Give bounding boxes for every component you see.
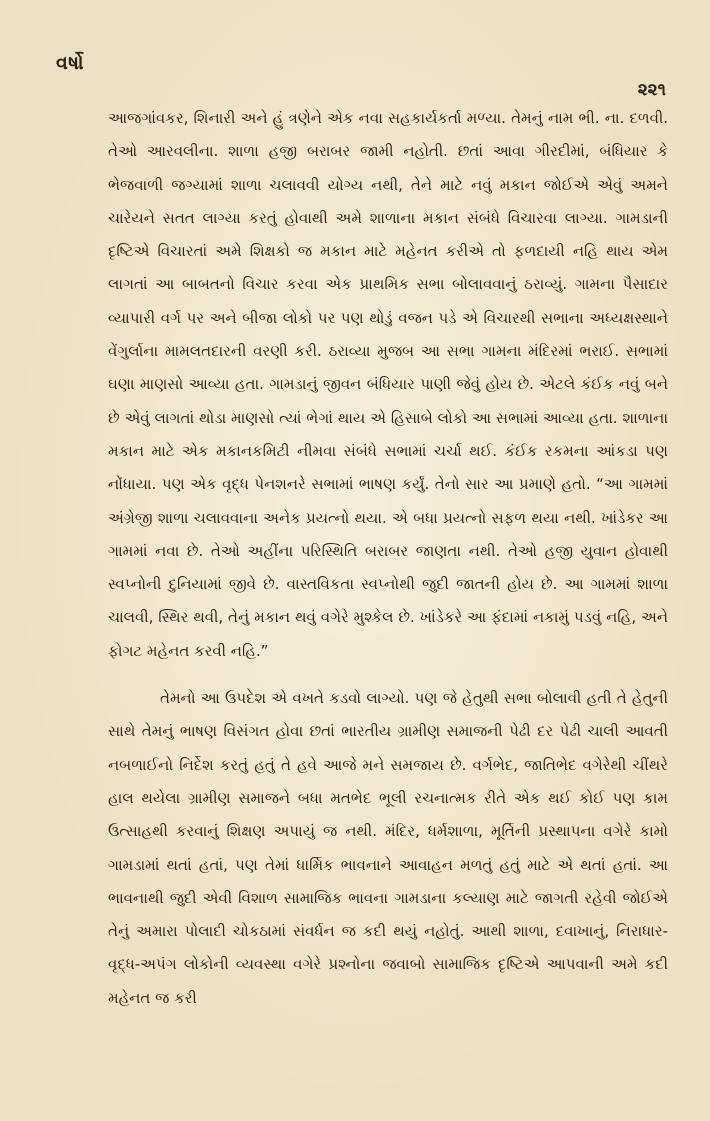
page-number: ૨૨૧ [637, 80, 666, 100]
body-text [108, 102, 668, 1015]
paragraph-1: આજગાંવકર, શિનારી અને હું ત્રણેને એક નવા સહકાર્યકર્તા મળ્યા. તેમનું નામ ભી. ના. દળવી. તેઓ આરવલીના. શાળા હજી બરાબર જામી નહોતી. છતાં આવા ગીરદીમાં, બંધિયાર કે ભેજવાળી જગ્યામાં શાળા ચલાવવી યોગ્ય નથી, તેને માટે નવું મકાન જોઈએ એવું અમને ચારેયને સતત લાગ્યા કરતું હોવાથી અમે શાળાના મકાન સંબંધે વિચારવા લાગ્યા. ગામડાની દૃષ્ટિએ વિચારતાં અમે શિક્ષકો જ મકાન માટે મહેનત કરીએ તો ફળદાયી નહિ થાય એમ લાગતાં આ બાબતનો વિચાર કરવા એક પ્રાથમિક સભા બોલાવવાનું ઠરાવ્યું. ગામના પૈસાદાર વ્યાપારી વર્ગ પર અને બીજા લોકો પર પણ થોડું વજન પડે એ વિચારથી સભાના અધ્યક્ષસ્થાને વેંગુર્લાના મામલતદારની વરણી કરી. ઠરાવ્યા મુજબ આ સભા ગામના મંદિરમાં ભરાઈ. સભામાં ઘણા માણસો આવ્યા હતા. ગામડાનું જીવન બંધિયાર પાણી જેવું હોય છે. એટલે કંઈક નવું બને છે એવું લાગતાં થોડા માણસો ત્યાં ભેગાં થાય એ હિસાબે લોકો આ સભામાં આવ્યા હતા. શાળાના મકાન માટે એક મકાનકમિટી નીમવા સંબંધે સભામાં ચર્ચા થઈ. કંઈક રકમના આંકડા પણ નોંધાયા. પણ એક વૃદ્ધ પેનશનરે સભામાં ભાષણ કર્યું. તેનો સાર આ પ્રમાણે હતો. “આ ગામમાં અંગ્રેજી શાળા ચલાવવાના અનેક પ્રયત્નો થયા. એ બધા પ્રયત્નો સફળ થયા નથી. ખાંડેકર આ ગામમાં નવા છે. તેઓ અહીંના પરિસ્થિતિ બરાબર જાણતા નથી. તેઓ હજી યુવાન હોવાથી સ્વપ્નોની દુનિયામાં જીવે છે. વાસ્તવિકતા સ્વપ્નોથી જુદી જાતની હોય છે. આ ગામમાં શાળા ચાલવી, સ્થિર થવી, તેનું મકાન થવું વગેરે મુશ્કેલ છે. ખાંડેકરે આ ફંદામાં નકામું પડવું નહિ, અને ફોગટ મહેનત કરવી નહિ.” [108, 109, 668, 660]
running-title: વર્ષો [56, 52, 85, 74]
paragraph-2: તેમનો આ ઉપદેશ એ વખતે કડવો લાગ્યો. પણ જે હેતુથી સભા બોલાવી હતી તે હેતુની સાથે તેમનું ભાષણ વિસંગત હોવા છતાં ભારતીય ગ્રામીણ સમાજની પેઢી દર પેઢી ચાલી આવતી નબળાઈનો નિર્દેશ કરતું હતું તે હવે આજે મને સમજાય છે. વર્ગભેદ, જાતિભેદ વગેરેથી ચીંથરે હાલ થયેલા ગ્રામીણ સમાજને બધા મતભેદ ભૂલી રચનાત્મક રીતે એક થઈ કોઈ પણ કામ ઉત્સાહથી કરવાનું શિક્ષણ અપાયું જ નથી. મંદિર, ધર્મશાળા, મૂર્તિની પ્રસ્થાપના વગેરે કામો ગામડામાં થતાં હતાં, પણ તેમાં ધાર્મિક ભાવનાને આવાહન મળતું હતું માટે એ થતાં હતાં. આ ભાવનાથી જુદી એવી વિશાળ સામાજિક ભાવના ગામડાના કલ્યાણ માટે જાગતી રહેવી જોઈએ તેનું અમારા પોલાદી ચોકઠામાં સંવર્ધન જ કદી થયું નહોતું. આથી શાળા, દવાખાનું, નિરાધાર-વૃદ્ધ-અપંગ લોકોની વ્યવસ્થા વગેરે પ્રશ્નોના જવાબો સામાજિક દૃષ્ટિએ આપવાની અમે કદી મહેનત જ કરી [108, 689, 668, 1007]
